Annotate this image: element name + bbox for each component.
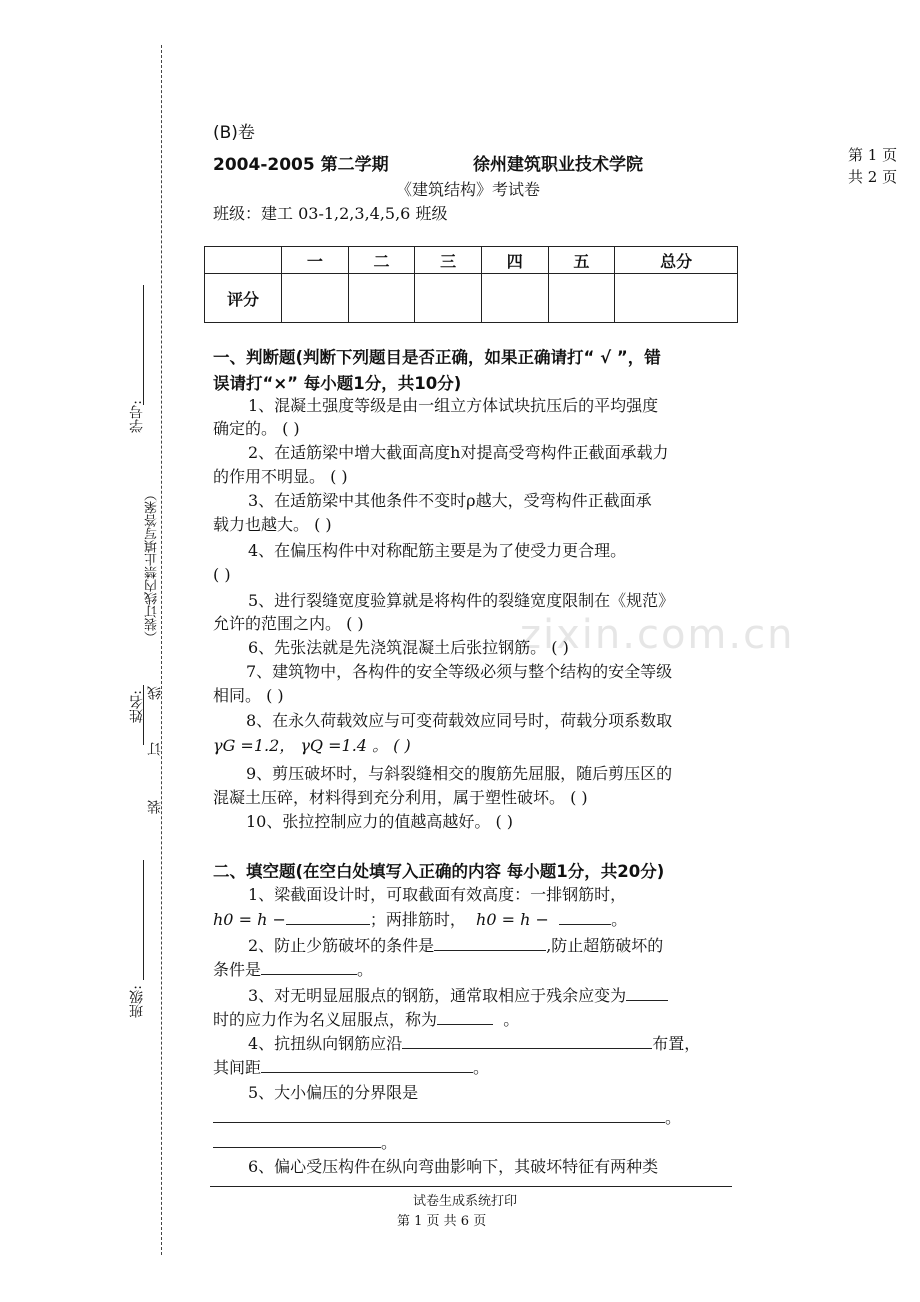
section1-title-line2: 误请打“×” 每小题1分，共10分) [213,374,462,393]
s1-q5-line1: 5、进行裂缝宽度验算就是将构件的裂缝宽度限制在《规范》 [248,591,675,610]
s2-q3-end: 。 [503,1010,520,1029]
score-table-row [205,274,738,323]
s2-q2-text-b: ,防止超筋破坏的 [546,936,664,955]
s2-q1-formula-b: h0 = h − [476,910,549,929]
s1-q2-line1: 2、在适筋梁中增大截面高度h对提高受弯构件正截面承载力 [248,443,669,462]
s2-q2-line1 [248,934,663,958]
watermark: zixin.com.cn [520,612,795,658]
page-total: 共 2 页 [848,168,898,186]
school-name: 徐州建筑职业技术学院 [473,155,643,175]
s2-q2-blank-1[interactable] [434,950,546,951]
s2-q2-line2 [213,958,373,982]
s1-q4-line2: ( ) [213,565,231,584]
binding-xian: 线 [147,686,163,700]
score-cell[interactable] [415,274,482,323]
score-header-cell: 总分 [615,247,738,274]
s1-q2-line2: 的作用不明显。 ( ) [213,467,348,486]
s2-q3-text-b: 时的应力作为名义屈服点，称为 [213,1010,438,1029]
score-cell[interactable] [348,274,415,323]
s2-q4-text-c: 其间距 [213,1058,262,1077]
s1-q8-line2: γG =1.2， γQ =1.4 。 ( ) [213,736,411,755]
s2-q5-end2: 。 [381,1133,398,1152]
binding-warning: （装订线内禁止填写答案） [145,488,160,644]
s1-q7-line1: 7、建筑物中，各构件的安全等级必须与整个结构的安全等级 [246,662,673,681]
score-header-cell: 五 [548,247,615,274]
name-label: 姓名: [129,690,145,723]
score-table [204,246,738,323]
score-row-label: 评分 [205,274,282,323]
score-table-header-row [205,247,738,274]
s2-q1-formula-a: h0 = h − [213,910,286,929]
semester: 2004-2005 第二学期 [213,155,389,175]
s2-q4-text-b: 布置， [652,1034,701,1053]
s2-q1-text-b: ；两排筋时， [369,910,466,929]
score-header-cell: 二 [348,247,415,274]
score-cell[interactable] [481,274,548,323]
paper-type: (B)卷 [213,123,255,143]
s2-q3-blank-2[interactable] [437,1024,493,1025]
score-header-cell [205,247,282,274]
binding-zhuang: 装 [147,800,163,814]
s2-q2-text-a: 2、防止少筋破坏的条件是 [248,936,435,955]
binding-rule-bottom [143,860,144,980]
s2-q1-line2 [213,908,627,932]
binding-rule-top [143,285,144,405]
s1-q7-line2: 相同。 ( ) [213,686,284,705]
s2-q3-blank-1[interactable] [626,1000,668,1001]
s2-q5-line1: 5、大小偏压的分界限是 [248,1083,419,1102]
s2-q1-end: 。 [611,910,628,929]
score-header-cell: 四 [481,247,548,274]
s2-q4-line2 [213,1056,489,1080]
class-line: 班级：建工 03-1,2,3,4,5,6 班级 [213,204,448,223]
s2-q5-blank-1[interactable] [213,1122,665,1123]
footer-system: 试卷生成系统打印 [413,1194,518,1209]
s2-q3-line1 [248,984,668,1008]
s1-q9-line2: 混凝土压碎，材料得到充分利用，属于塑性破坏。 ( ) [213,788,588,807]
s2-q5-line2 [213,1106,681,1130]
s2-q1-blank-1[interactable] [286,924,370,925]
s2-q3-line2 [213,1008,519,1032]
s2-q1-line1: 1、梁截面设计时，可取截面有效高度：一排钢筋时， [248,885,627,904]
s1-q4-line1: 4、在偏压构件中对称配筋主要是为了使受力更合理。 [248,541,627,560]
footer-pages: 第 1 页 共 6 页 [397,1214,487,1229]
student-id-label: 学号: [129,400,145,433]
section2-title: 二、填空题(在空白处填写入正确的内容 每小题1分，共20分) [213,862,665,881]
s2-q5-blank-2[interactable] [213,1147,381,1148]
s2-q2-text-c: 条件是 [213,960,262,979]
score-cell[interactable] [282,274,349,323]
s1-q10-line1: 10、张拉控制应力的值越高越好。 ( ) [246,812,514,831]
binding-line [161,45,162,1255]
s2-q4-blank-2[interactable] [261,1072,473,1073]
binding-ding: 订 [147,742,163,756]
score-cell[interactable] [615,274,738,323]
exam-title: 《建筑结构》考试卷 [396,180,541,199]
s1-q5-line2: 允许的范围之内。 ( ) [213,614,364,633]
s2-q4-line1 [248,1032,700,1056]
section1-title-line1: 一、判断题(判断下列题目是否正确，如果正确请打“ √ ”，错 [213,348,661,367]
page-number: 第 1 页 [848,146,898,164]
s1-q9-line1: 9、剪压破坏时，与斜裂缝相交的腹筋先屈服，随后剪压区的 [246,764,673,783]
score-cell[interactable] [548,274,615,323]
s2-q6-line1: 6、偏心受压构件在纵向弯曲影响下，其破坏特征有两种类 [248,1157,659,1176]
score-header-cell: 三 [415,247,482,274]
s1-q6-line1: 6、先张法就是先浇筑混凝土后张拉钢筋。 ( ) [248,638,569,657]
s2-q2-blank-2[interactable] [261,974,357,975]
s2-q1-blank-2[interactable] [559,924,611,925]
s2-q2-end: 。 [357,960,374,979]
s1-q1-line1: 1、混凝土强度等级是由一组立方体试块抗压后的平均强度 [248,396,659,415]
s2-q3-text-a: 3、对无明显屈服点的钢筋，通常取相应于残余应变为 [248,986,627,1005]
s2-q4-text-a: 4、抗扭纵向钢筋应沿 [248,1034,403,1053]
s1-q1-line2: 确定的。 ( ) [213,419,300,438]
s2-q4-blank-1[interactable] [402,1048,652,1049]
s2-q4-end: 。 [473,1058,490,1077]
s1-q3-line1: 3、在适筋梁中其他条件不变时ρ越大，受弯构件正截面承 [248,491,652,510]
s1-q3-line2: 载力也越大。 ( ) [213,515,332,534]
s2-q5-line3 [213,1131,397,1155]
s2-q5-end1: 。 [665,1108,682,1127]
score-header-cell: 一 [282,247,349,274]
s1-q8-line1: 8、在永久荷载效应与可变荷载效应同号时，荷载分项系数取 [246,711,673,730]
footer-rule [210,1186,732,1187]
class-label: 班级: [129,985,145,1018]
